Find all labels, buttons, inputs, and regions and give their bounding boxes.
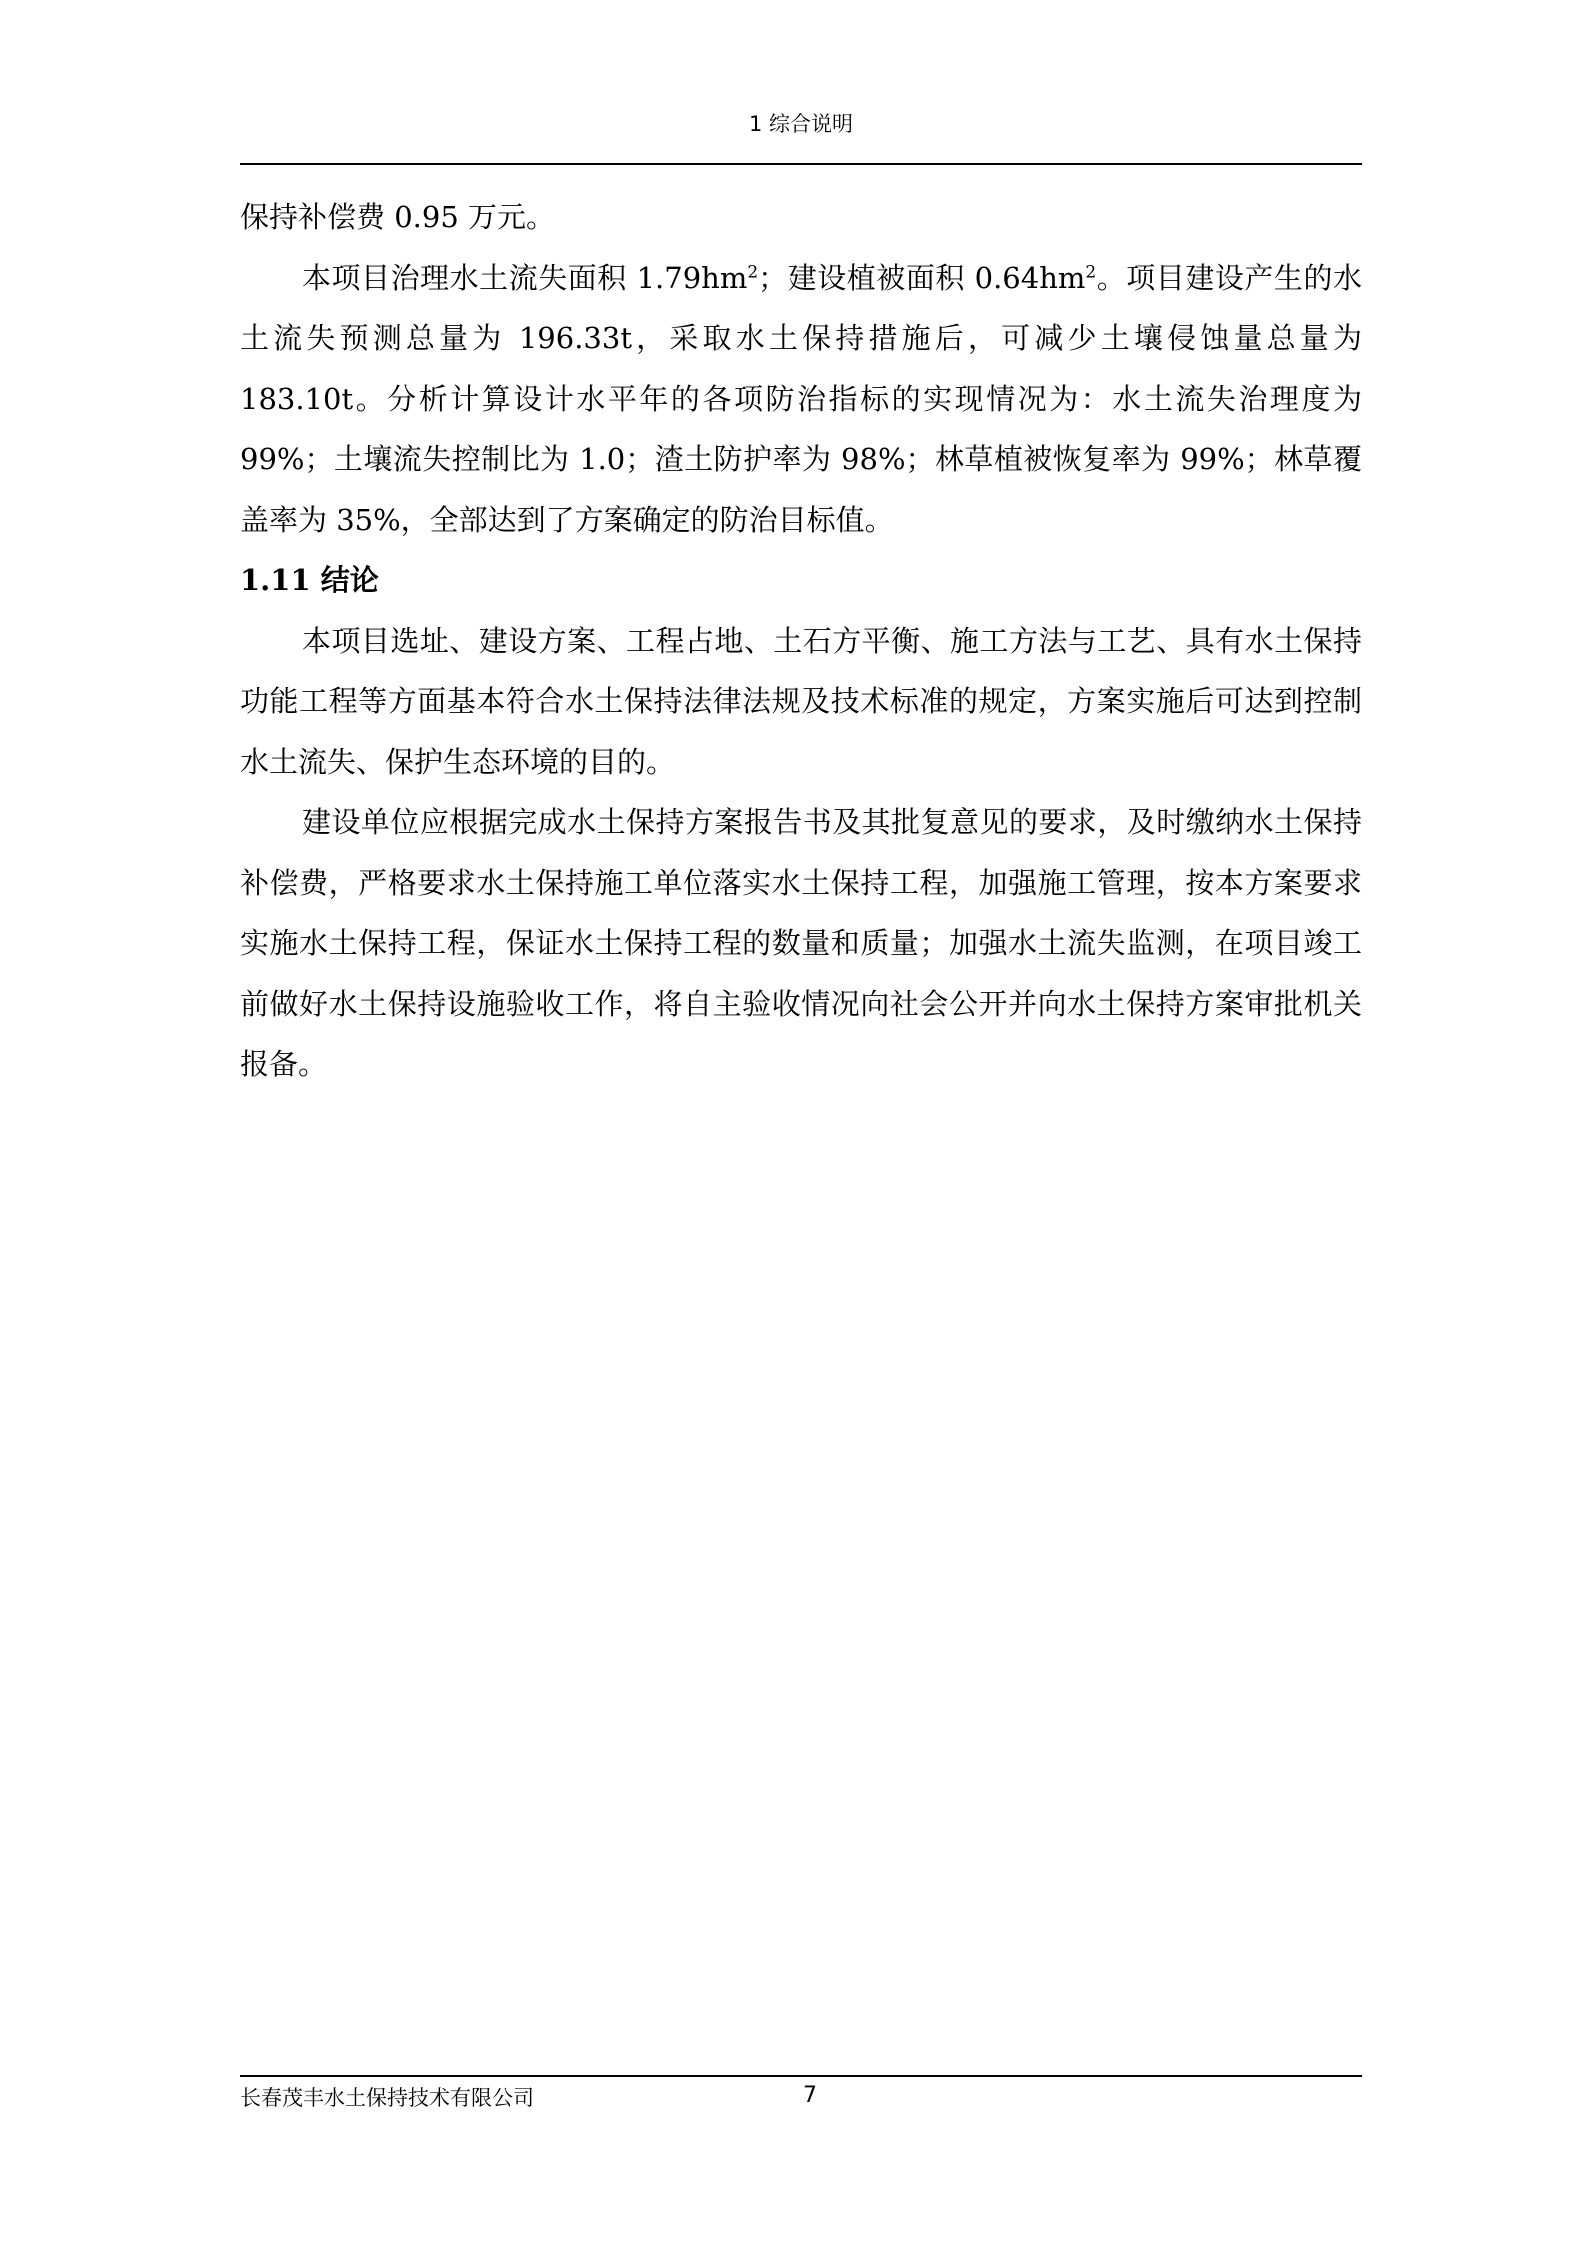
footer-company-name: 长春茂丰水土保持技术有限公司	[240, 2086, 534, 2110]
header-divider	[240, 163, 1362, 165]
footer-divider	[240, 2075, 1362, 2077]
document-body	[240, 187, 1362, 1095]
superscript: 2	[1085, 261, 1097, 282]
paragraph-requirements: 建设单位应根据完成水土保持方案报告书及其批复意见的要求，及时缴纳水土保持补偿费，严格要求水土保持施工单位落实水土保持工程，加强施工管理，按本方案要求实施水土保持工程，保证水土保持工程的数量和质量；加强水土流失监测，在项目竣工前做好水土保持设施验收工作，将自主验收情况向社会公开并向水土保持方案审批机关报备。	[240, 805, 1362, 1081]
section-heading-conclusion: 1.11 结论	[240, 563, 379, 597]
paragraph-control-indicators	[240, 248, 1362, 551]
paragraph-text: 。项目建设产生的水土流失预测总量为 196.33t，采取水土保持措施后，可减少土壤侵蚀量总量为 183.10t。分析计算设计水平年的各项防治指标的实现情况为：水土流失治理度为 99%；土壤流失控制比为 1.0；渣土防护率为 98%；林草植被恢复率为 99%；林草覆盖率为 35%，全部达到了方案确定的防治目标值。	[240, 260, 1362, 537]
chapter-title: 1 综合说明	[748, 112, 854, 136]
paragraph-compensation-fee: 保持补偿费 0.95 万元。	[240, 200, 556, 234]
paragraph-text: ；建设植被面积 0.64hm	[758, 260, 1086, 295]
paragraph-text: 本项目治理水土流失面积 1.79hm	[302, 260, 748, 295]
superscript: 2	[747, 261, 759, 282]
paragraph-conclusion: 本项目选址、建设方案、工程占地、土石方平衡、施工方法与工艺、具有水土保持功能工程等方面基本符合水土保持法律法规及技术标准的规定，方案实施后可达到控制水土流失、保护生态环境的目的。	[240, 623, 1362, 779]
page-number: 7	[803, 2083, 817, 2108]
page-header	[240, 108, 1362, 140]
